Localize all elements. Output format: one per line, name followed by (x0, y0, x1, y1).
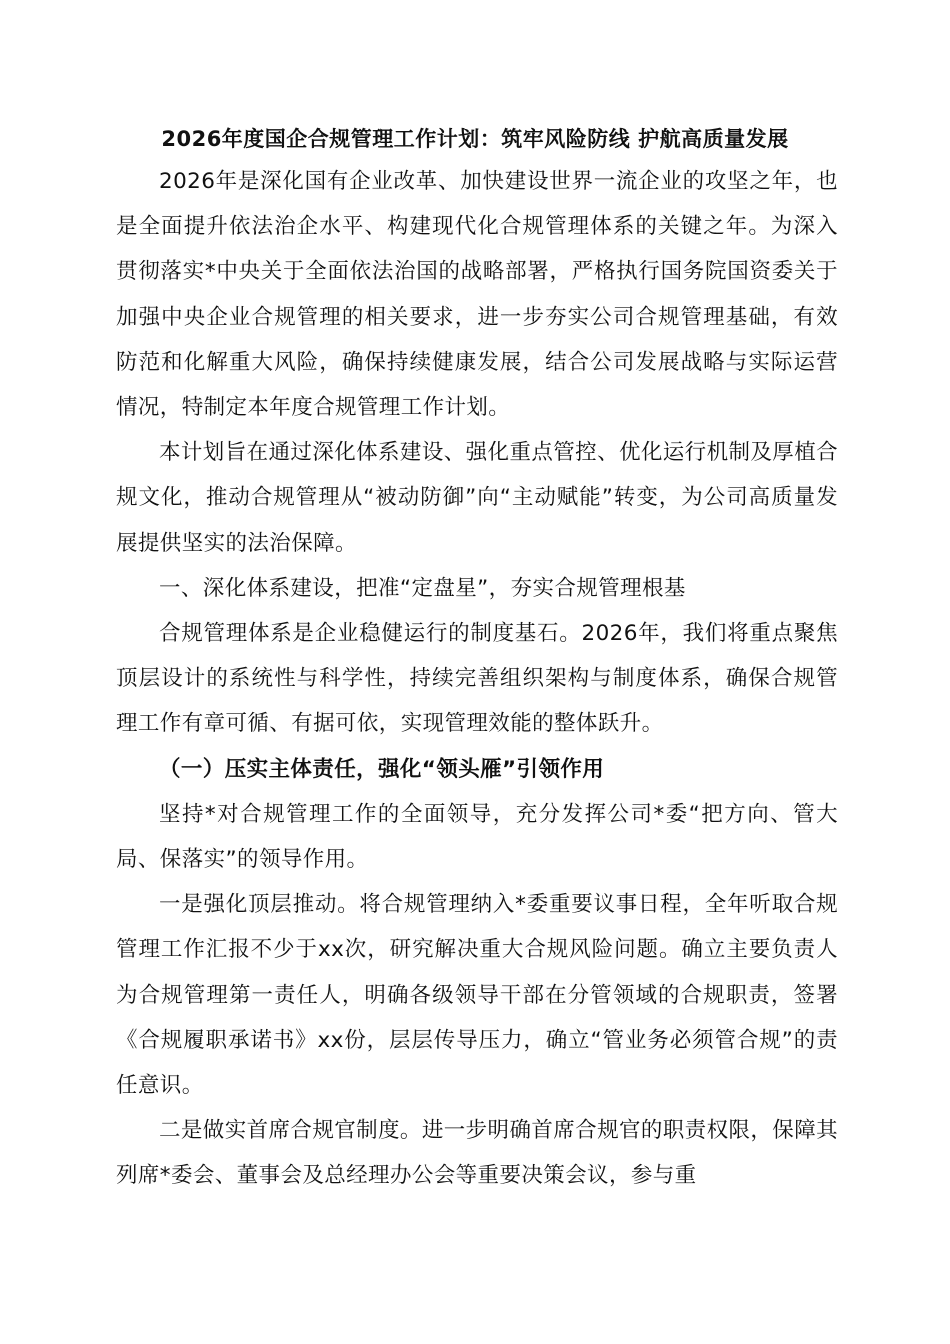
document-title: 2026年度国企合规管理工作计划：筑牢风险防线 护航高质量发展 (161, 127, 789, 151)
paragraph-subsection-1: 坚持*对合规管理工作的全面领导，充分发挥公司*委“把方向、管大局、保落实”的领导作用。 (116, 801, 838, 873)
paragraph-intro: 2026年是深化国有企业改革、加快建设世界一流企业的攻坚之年，也是全面提升依法治企水平、构建现代化合规管理体系的关键之年。为深入贯彻落实*中央关于全面依法治国的战略部署，严格执行国务院国资委关于加强中央企业合规管理的相关要求，进一步夯实公司合规管理基础，有效防范和化解重大风险，确保持续健康发展，结合公司发展战略与实际运营情况，特制定本年度合规管理工作计划。 (116, 169, 838, 421)
subsection-heading-1: （一）压实主体责任，强化“领头雁”引领作用 (159, 756, 605, 782)
paragraph-purpose: 本计划旨在通过深化体系建设、强化重点管控、优化运行机制及厚植合规文化，推动合规管理从“被动防御”向“主动赋能”转变，为公司高质量发展提供坚实的法治保障。 (116, 440, 838, 556)
paragraph-point-1: 一是强化顶层推动。将合规管理纳入*委重要议事日程，全年听取合规管理工作汇报不少于xx次，研究解决重大合规风险问题。确立主要负责人为合规管理第一责任人，明确各级领导干部在分管领域的合规职责，签署《合规履职承诺书》xx份，层层传导压力，确立“管业务必须管合规”的责任意识。 (116, 892, 838, 1099)
section-heading-1: 一、深化体系建设，把准“定盘星”，夯实合规管理根基 (159, 575, 686, 601)
document-body (116, 159, 838, 1199)
paragraph-section-1: 合规管理体系是企业稳健运行的制度基石。2026年，我们将重点聚焦顶层设计的系统性与科学性，持续完善组织架构与制度体系，确保合规管理工作有章可循、有据可依，实现管理效能的整体跃升。 (116, 621, 838, 737)
paragraph-point-2: 二是做实首席合规官制度。进一步明确首席合规官的职责权限，保障其列席*委会、董事会及总经理办公会等重要决策会议，参与重 (116, 1118, 838, 1189)
